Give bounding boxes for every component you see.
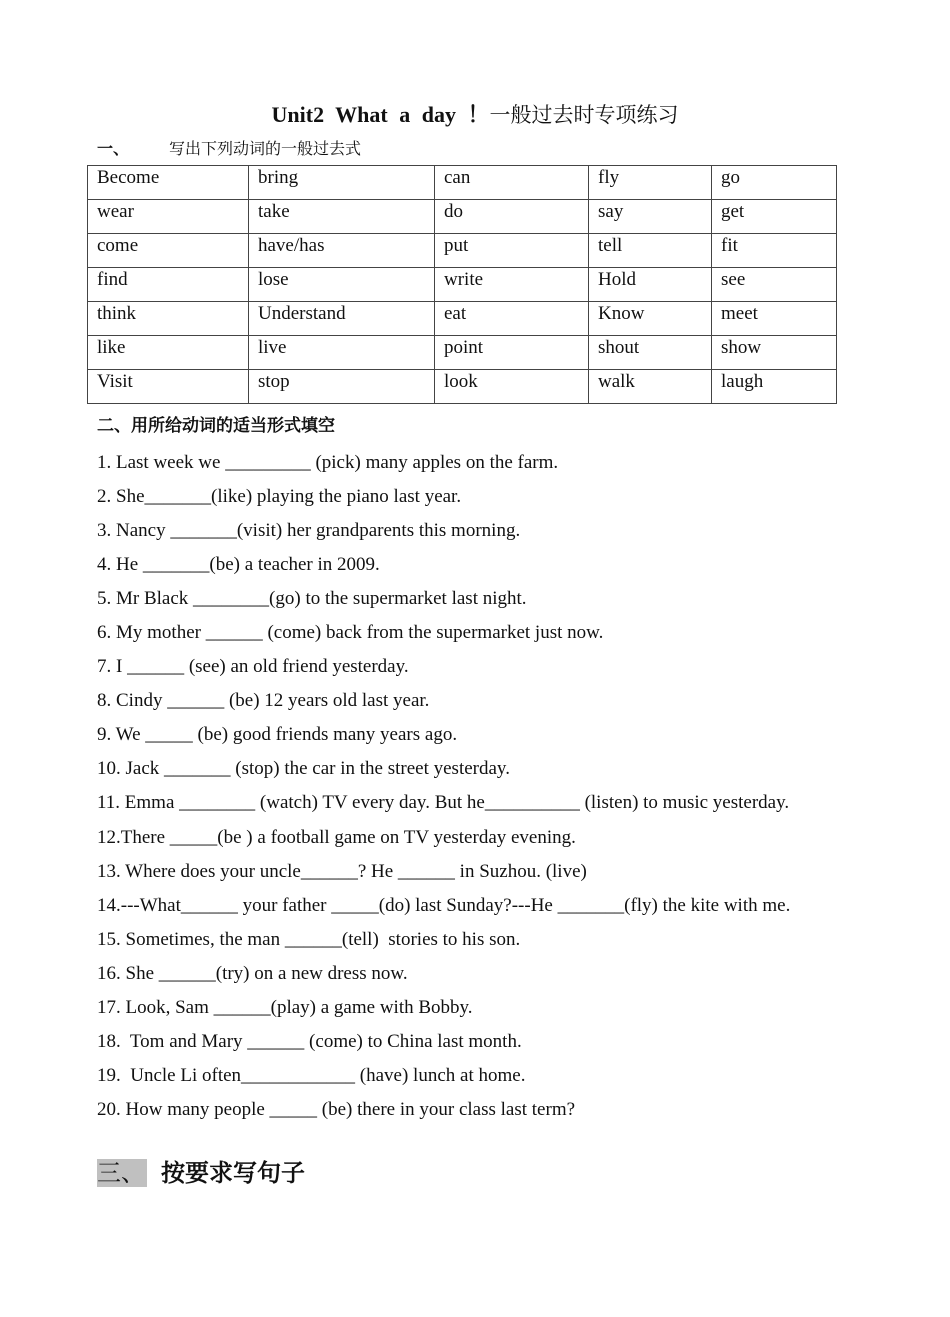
verb-cell: come	[88, 234, 249, 268]
verb-cell: live	[249, 336, 435, 370]
question-item: 2. She_______(like) playing the piano last year.	[97, 486, 462, 508]
verb-cell: Visit	[88, 370, 249, 404]
table-row	[88, 336, 837, 370]
question-item: 9. We _____ (be) good friends many years ago.	[97, 724, 458, 746]
table-row	[88, 234, 837, 268]
question-item: 1. Last week we _________ (pick) many apples on the farm.	[97, 452, 559, 473]
question-item: 7. I ______ (see) an old friend yesterday.	[97, 656, 409, 678]
question-item: 4. He _______(be) a teacher in 2009.	[97, 554, 380, 576]
verb-cell: see	[712, 268, 837, 302]
verb-cell: Hold	[589, 268, 712, 302]
verb-cell: laugh	[712, 370, 837, 404]
section-1-heading	[97, 138, 361, 160]
verb-cell: shout	[589, 336, 712, 370]
verb-table	[87, 165, 837, 404]
question-item: 14.---What______ your father _____(do) last Sunday?---He _______(fly) the kite with me.	[97, 894, 791, 916]
verb-cell: go	[712, 166, 837, 200]
question-item: 3. Nancy _______(visit) her grandparents this morning.	[97, 520, 521, 542]
table-row	[88, 268, 837, 302]
verb-cell: take	[249, 200, 435, 234]
verb-cell: bring	[249, 166, 435, 200]
verb-cell: do	[435, 200, 589, 234]
verb-cell: have/has	[249, 234, 435, 268]
worksheet-title	[0, 100, 950, 130]
verb-cell: tell	[589, 234, 712, 268]
verb-cell: find	[88, 268, 249, 302]
table-row	[88, 166, 837, 200]
verb-cell: like	[88, 336, 249, 370]
question-item: 5. Mr Black ________(go) to the supermarket last night.	[97, 588, 527, 610]
section-3-number: 三、	[97, 1159, 145, 1187]
verb-cell: write	[435, 268, 589, 302]
table-row	[88, 302, 837, 336]
question-item: 15. Sometimes, the man ______(tell) stories to his son.	[97, 928, 521, 950]
verb-cell: show	[712, 336, 837, 370]
verb-cell: fly	[589, 166, 712, 200]
verb-cell: look	[435, 370, 589, 404]
verb-cell: eat	[435, 302, 589, 336]
question-item: 18. Tom and Mary ______ (come) to China last month.	[97, 1030, 522, 1052]
section-2-heading: 二、用所给动词的适当形式填空	[97, 416, 335, 436]
title-chinese: 一般过去时专项练习	[489, 103, 679, 127]
verb-cell: meet	[712, 302, 837, 336]
verb-cell: get	[712, 200, 837, 234]
section-1-label: 写出下列动词的一般过去式	[169, 139, 362, 158]
verb-cell: Know	[589, 302, 712, 336]
question-list	[97, 446, 857, 1127]
question-item: 11. Emma ________ (watch) TV every day. But he__________ (listen) to music yesterday.	[97, 792, 790, 814]
question-item: 16. She ______(try) on a new dress now.	[97, 962, 408, 984]
question-item: 12.There _____(be ) a football game on TV yesterday evening.	[97, 826, 576, 848]
table-row	[88, 370, 837, 404]
question-item: 19. Uncle Li often____________ (have) lunch at home.	[97, 1064, 526, 1086]
verb-cell: can	[435, 166, 589, 200]
section-3-label: 按要求写句子	[161, 1159, 305, 1187]
verb-cell: lose	[249, 268, 435, 302]
title-english: Unit2 What a day ！	[271, 102, 490, 127]
question-item: 13. Where does your uncle______? He ______ in Suzhou. (live)	[97, 860, 587, 882]
verb-cell: fit	[712, 234, 837, 268]
question-item: 8. Cindy ______ (be) 12 years old last year.	[97, 690, 430, 712]
verb-cell: put	[435, 234, 589, 268]
verb-cell: Become	[88, 166, 249, 200]
section-1-number: 一、	[97, 139, 130, 158]
question-item: 17. Look, Sam ______(play) a game with Bobby.	[97, 996, 473, 1018]
verb-cell: say	[589, 200, 712, 234]
section-3-heading	[97, 1158, 305, 1188]
question-item: 10. Jack _______ (stop) the car in the street yesterday.	[97, 758, 510, 780]
table-row	[88, 200, 837, 234]
verb-cell: point	[435, 336, 589, 370]
verb-cell: walk	[589, 370, 712, 404]
verb-cell: Understand	[249, 302, 435, 336]
verb-cell: think	[88, 302, 249, 336]
question-item: 20. How many people _____ (be) there in your class last term?	[97, 1098, 576, 1120]
verb-cell: stop	[249, 370, 435, 404]
question-item: 6. My mother ______ (come) back from the supermarket just now.	[97, 622, 604, 644]
verb-cell: wear	[88, 200, 249, 234]
